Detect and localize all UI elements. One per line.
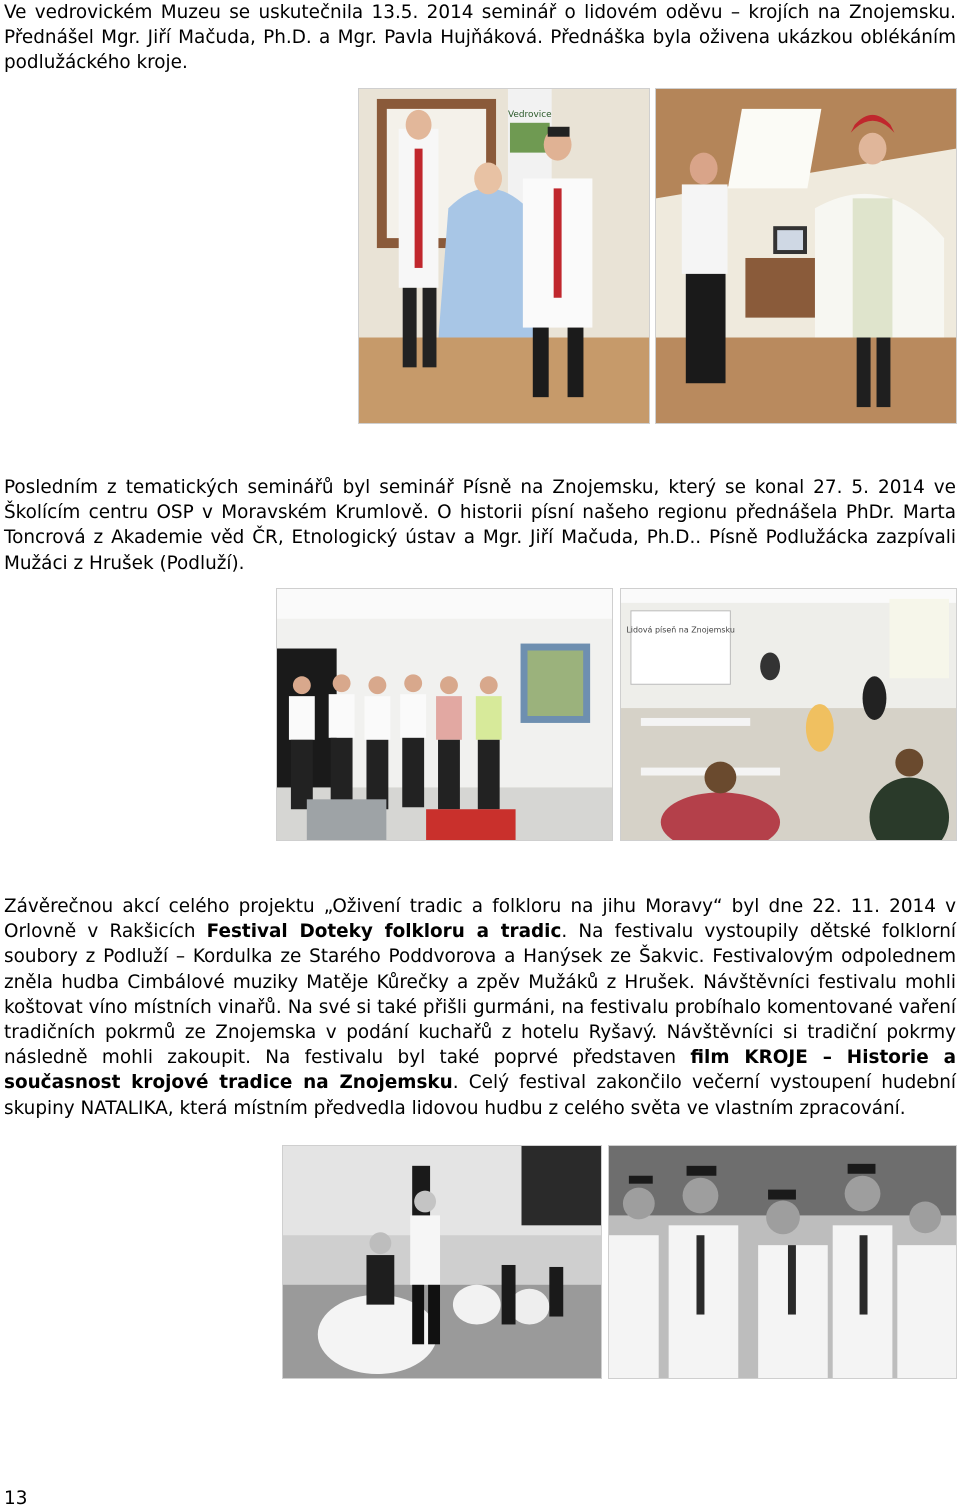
festival-name: Festival Doteky folkloru a tradic <box>206 921 562 943</box>
page-number: 13 <box>4 1488 28 1509</box>
photo-lecture-room-costume <box>655 88 957 424</box>
screen-text: Lidová píseň na Znojemsku <box>626 625 735 635</box>
photo-costume-demonstration <box>358 88 650 424</box>
festival-text-1: Závěrečnou akcí celého projektu „Oživení tradic a folkloru na jihu Moravy“ byl dne 22. 11. 2014 v Orlovně v Rakšicích <box>4 896 956 943</box>
photo-lecture-audience <box>620 588 957 841</box>
banner-text: Vedrovice <box>507 109 552 120</box>
festival-text-3: . Celý festival zakončilo večerní vystoupení hudební skupiny NATALIKA, která místním předvedla lidovou hudbu z celého světa ve vlastním zpracování. <box>4 1072 956 1119</box>
film-title: film KROJE – Historie a současnost krojové tradice na Znojemsku <box>4 1047 957 1094</box>
festival-text-2: . Na festivalu vystoupily dětské folklorní soubory z Podluží – Kordulka ze Starého Poddvorova a Hanýsek ze Šakvic. Festivalovým odpolednem zněla hudba Cimbálové muziky Matěje Kůrečky a zpěv Mužáků z Hrušek. Návštěvníci festivalu mohli koštovat víno místních vinařů. Na své si také přišli gurmáni, na festivalu probíhalo komentované vaření tradičních pokrmů ze Znojemska v podání kuchařů z hotelu Ryšavý. Návštěvníci si tradiční pokrmy následně mohli zakoupit. Na festivalu byl také poprvé představen <box>4 921 956 1069</box>
photo-children-dancers-bw <box>282 1145 602 1379</box>
photo-male-singers-bw <box>608 1145 957 1379</box>
paragraph-museum-seminar: Ve vedrovickém Muzeu se uskutečnila 13.5. 2014 seminář o lidovém oděvu – krojích na Znojemsku. Přednášel Mgr. Jiří Mačuda, Ph.D. a Mgr. Pavla Hujňáková. Přednáška byla oživena ukázkou oblékáním podlužáckého kroje. <box>4 2 956 74</box>
paragraph-songs-seminar: Posledním z tematických seminářů byl seminář Písně na Znojemsku, který se konal 27. 5. 2014 ve Školícím centru OSP v Moravském Krumlově. O historii písní našeho regionu přednášela PhDr. Marta Toncrová z Akademie věd ČR, Etnologický ústav a Mgr. Jiří Mačuda, Ph.D.. Písně Podlužácka zazpívali Mužáci z Hrušek (Podluží). <box>4 477 956 574</box>
paragraph-festival <box>4 894 956 1121</box>
photo-men-singers <box>276 588 613 841</box>
